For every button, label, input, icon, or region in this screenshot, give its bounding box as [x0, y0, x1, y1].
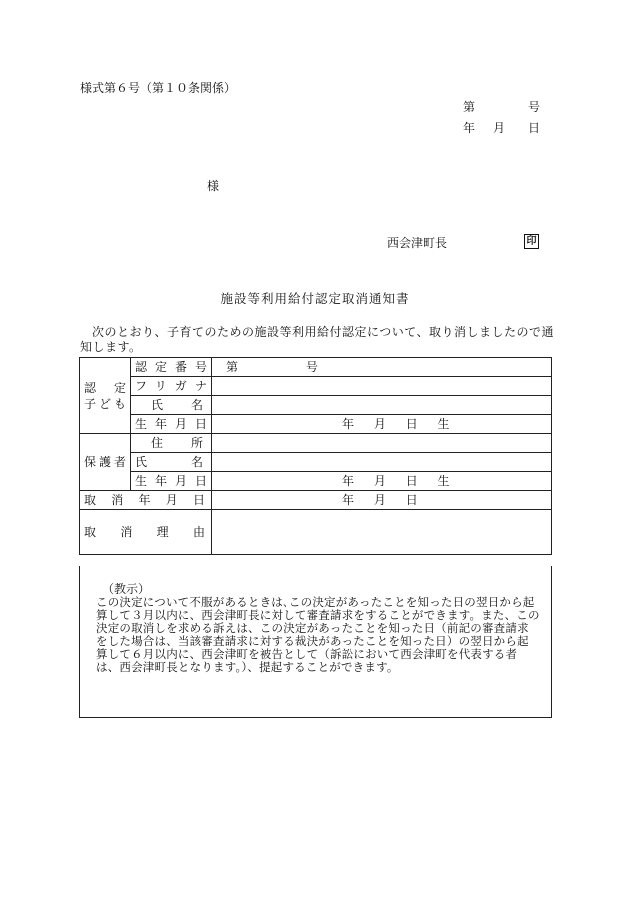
birth-suffix: 生 [437, 417, 450, 431]
child-name-field[interactable] [212, 396, 552, 415]
address-field[interactable] [212, 434, 552, 453]
child-section-line2: 子ども [84, 396, 126, 411]
furigana-label: フリガナ [131, 377, 212, 396]
notice-heading: （教示） [102, 582, 151, 596]
birth-month: 月 [373, 417, 386, 431]
guardian-birth-month: 月 [373, 474, 386, 488]
cancel-reason-label: 取消理由 [80, 510, 212, 555]
seal-mark: 印 [524, 234, 539, 249]
issue-date-day: 日 [528, 121, 541, 135]
intro-text: 次のとおり、子育てのための施設等利用給付認定について、取り消しましたので通知します。 [80, 325, 555, 354]
issue-date-month: 月 [493, 121, 506, 135]
issue-number-prefix: 第 [463, 100, 476, 114]
issuer-name: 西会津町長 [387, 236, 448, 250]
guardian-section-label [80, 434, 131, 491]
cert-number-label: 認定番号 [131, 358, 212, 377]
cancel-day: 日 [405, 493, 418, 507]
cancel-month: 月 [373, 493, 386, 507]
certification-table [79, 357, 552, 555]
birth-day: 日 [405, 417, 418, 431]
guardian-section-text: 保護者 [84, 455, 126, 469]
addressee-suffix: 様 [207, 179, 220, 193]
form-number: 様式第６号（第１０条関係） [80, 81, 237, 95]
guardian-birth-day: 日 [405, 474, 418, 488]
guardian-name-field[interactable] [212, 453, 552, 472]
document-title: 施設等利用給付認定取消通知書 [220, 291, 410, 306]
cert-number-prefix: 第 [226, 360, 239, 374]
guardian-name-label: 氏名 [131, 453, 212, 472]
cert-number-field[interactable] [212, 358, 552, 377]
issue-date-year: 年 [463, 121, 476, 135]
child-section-line1: 認 定 [84, 380, 126, 395]
cancel-date-field[interactable] [212, 491, 552, 510]
guardian-birthdate-label: 生年月日 [131, 472, 212, 491]
child-section-label [80, 358, 131, 434]
notice-body: この決定について不服があるときは､この決定があったことを知った日の翌日から起算して３月以内に、西会津町長に対して審査請求をすることができます。また、この決定の取消しを求める訴えは、この決定があったことを知った日（前記の審査請求をした場合は、当該審査請求に対する裁決があったことを知った日）の翌日から起算して６月以内に、西会津町を被告として（訴訟において西会津町を代表する者は、西会津町長となります。）、提起することができます。 [96, 595, 540, 674]
furigana-field[interactable] [212, 377, 552, 396]
issue-number-suffix: 号 [528, 100, 541, 114]
child-name-label: 氏名 [131, 396, 212, 415]
child-birthdate-label: 生年月日 [131, 415, 212, 434]
cert-number-suffix: 号 [305, 360, 318, 374]
notice-box [79, 566, 552, 718]
cancel-date-label: 取消年月日 [80, 491, 212, 510]
guardian-birth-year: 年 [342, 474, 355, 488]
guardian-birth-suffix: 生 [437, 474, 450, 488]
cancel-reason-field[interactable] [212, 510, 552, 555]
birth-year: 年 [342, 417, 355, 431]
cancel-year: 年 [342, 493, 355, 507]
child-birthdate-field[interactable] [212, 415, 552, 434]
address-label: 住所 [131, 434, 212, 453]
guardian-birthdate-field[interactable] [212, 472, 552, 491]
